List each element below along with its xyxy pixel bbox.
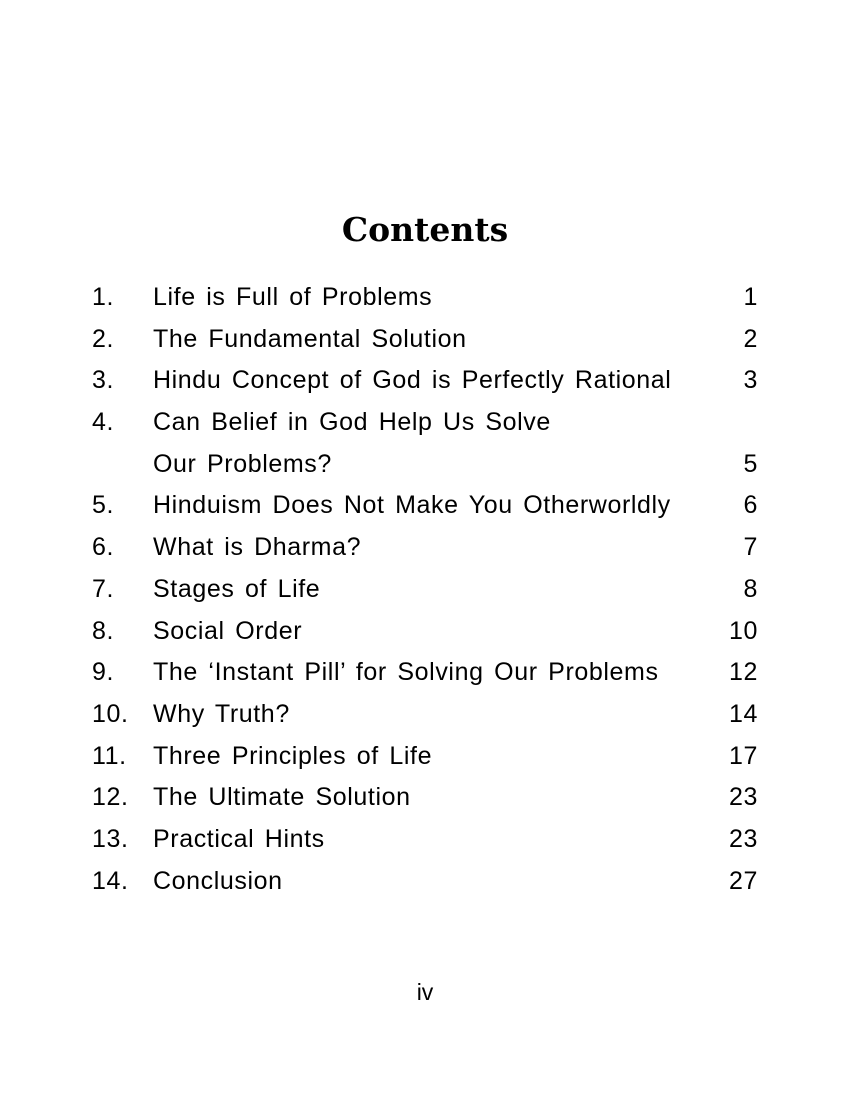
toc-entry-page: 14 [728, 699, 758, 728]
toc-entry [0, 402, 850, 444]
toc-entry [0, 319, 850, 361]
toc-entry-page: 10 [728, 616, 758, 645]
toc-entry-title: Conclusion [153, 866, 283, 895]
toc-entry-title-continued: Our Problems? [153, 449, 332, 478]
toc-entry-title: Hinduism Does Not Make You Otherworldly [153, 491, 671, 520]
toc-entry-title: Hindu Concept of God is Perfectly Rational [153, 366, 672, 395]
toc-entry [0, 861, 850, 903]
toc-entry-number: 6. [92, 533, 115, 562]
toc-entry-page: 23 [728, 824, 758, 853]
toc-entry-number: 4. [92, 408, 115, 437]
toc-entry [0, 777, 850, 819]
toc-entry-number: 3. [92, 366, 115, 395]
toc-entry-title: The ‘Instant Pill’ for Solving Our Problems [153, 658, 659, 687]
toc-entry [0, 694, 850, 736]
toc-entry-title: Practical Hints [153, 824, 325, 853]
toc-entry-title: Can Belief in God Help Us Solve [153, 408, 551, 437]
toc-entry-number: 8. [92, 616, 115, 645]
toc-entry [0, 527, 850, 569]
toc-entry-title: The Fundamental Solution [153, 324, 467, 353]
toc-entry-title: Social Order [153, 616, 303, 645]
toc-entry-page: 27 [728, 866, 758, 895]
toc-entry-page: 8 [743, 574, 758, 603]
toc-entry [0, 736, 850, 778]
toc-entry-number: 7. [92, 574, 115, 603]
page-title: Contents [341, 210, 509, 249]
toc-entry-page: 6 [743, 491, 758, 520]
toc-entry [0, 819, 850, 861]
toc-entry [0, 277, 850, 319]
toc-entry [0, 485, 850, 527]
toc-entry-title: Why Truth? [153, 699, 290, 728]
toc-entry [0, 611, 850, 653]
toc-entry-title: The Ultimate Solution [153, 783, 411, 812]
toc-entry-page: 17 [728, 741, 758, 770]
toc-entry-title: Life is Full of Problems [153, 283, 433, 311]
toc-entry-number: 10. [92, 699, 129, 728]
toc-entry-title: What is Dharma? [153, 533, 362, 562]
toc-entry-number: 14. [92, 866, 129, 895]
toc-entry-page: 7 [743, 533, 758, 562]
toc-entry-page: 23 [728, 783, 758, 812]
toc-entry-number: 11. [92, 741, 127, 770]
toc-entry-number: 1. [92, 283, 115, 311]
toc-entry-page: 2 [743, 324, 758, 353]
toc-entry-page: 3 [743, 366, 758, 395]
toc-entry-continuation [0, 444, 850, 486]
toc-entry-number: 12. [92, 783, 129, 812]
toc-entry-number: 5. [92, 491, 115, 520]
toc-entry-page: 5 [743, 449, 758, 478]
toc-entry-page: 12 [728, 658, 758, 687]
toc-entry-number: 9. [92, 658, 115, 687]
toc-entry-title: Stages of Life [153, 574, 321, 603]
toc-entry-number: 2. [92, 324, 115, 353]
toc-entry [0, 652, 850, 694]
toc-entry-number: 13. [92, 824, 129, 853]
toc-entry-title: Three Principles of Life [153, 741, 433, 770]
toc-entry-page: 1 [743, 283, 758, 311]
table-of-contents [0, 277, 850, 902]
page-number: iv [416, 979, 434, 1005]
toc-entry [0, 569, 850, 611]
toc-entry [0, 360, 850, 402]
